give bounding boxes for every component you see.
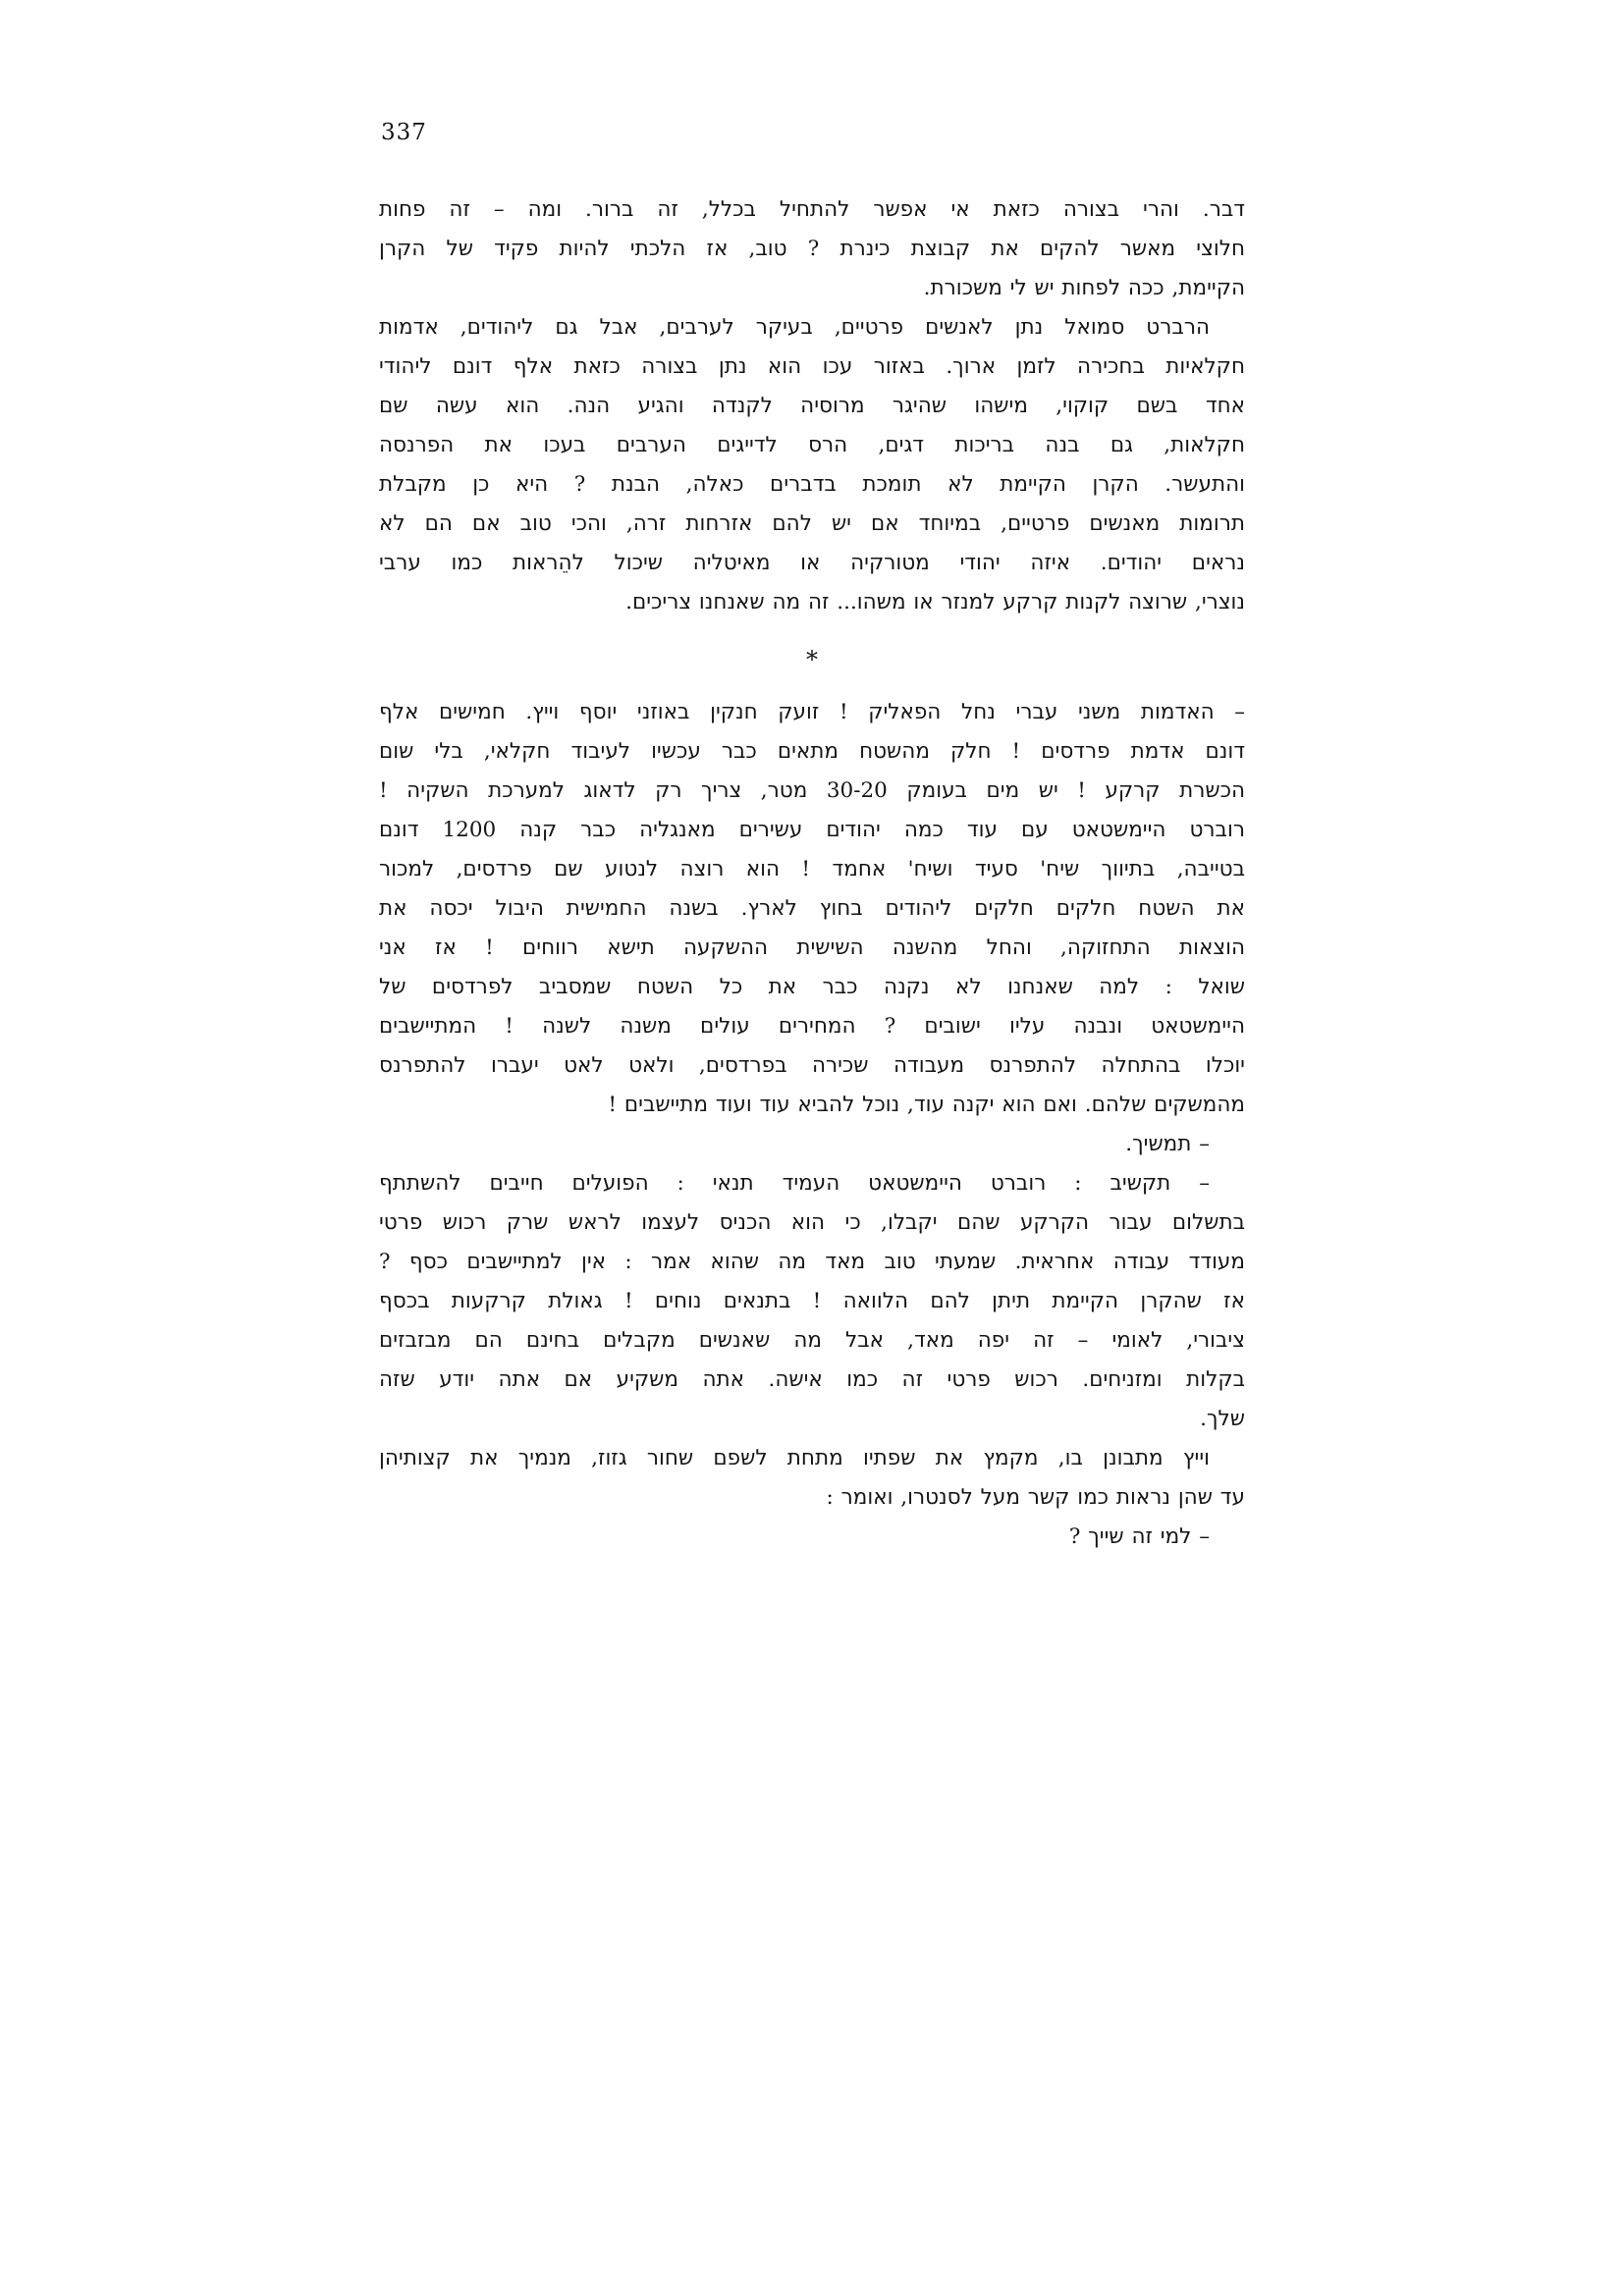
text-line: יוכלו בהתחלה להתפרנס מעבודה שכירה בפרדסים, ולאט לאט יעברו להתפרנס bbox=[379, 1053, 1245, 1078]
text-line: רוברט היימשטאט עם עוד כמה יהודים עשירים מאנגליה כבר קנה 1200 דונם bbox=[379, 818, 1245, 842]
text-line: והתעשר. הקרן הקיימת לא תומכת בדברים כאלה, הבנת ? היא כן מקבלת bbox=[379, 472, 1245, 497]
text-line: מהמשקים שלהם. ואם הוא יקנה עוד, נוכל להביא עוד ועוד מתיישבים ! bbox=[608, 1093, 1245, 1117]
text-line: את השטח חלקים חלקים ליהודים בחוץ לארץ. בשנה החמישית היבול יכסה את bbox=[379, 896, 1245, 921]
text-line: דבר. והרי בצורה כזאת אי אפשר להתחיל בכלל, זה ברור. ומה – זה פחות bbox=[379, 197, 1245, 222]
text-line: אז שהקרן הקיימת תיתן להם הלוואה ! בתנאים נוחים ! גאולת קרקעות בכסף bbox=[379, 1289, 1245, 1313]
text-line: ציבורי, לאומי – זה יפה מאד, אבל מה שאנשים מקבלים בחינם הם מבזבזים bbox=[379, 1328, 1245, 1353]
text-line: הקיימת, ככה לפחות יש לי משכורת. bbox=[923, 276, 1245, 300]
text-line: הרברט סמואל נתן לאנשים פרטיים, בעיקר לערבים, אבל גם ליהודים, אדמות bbox=[379, 315, 1210, 340]
text-line: בקלות ומזניחים. רכוש פרטי זה כמו אישה. אתה משקיע אם אתה יודע שזה bbox=[379, 1367, 1245, 1392]
dialogue-line: – למי זה שייך ? bbox=[1068, 1524, 1210, 1549]
text-line: בתשלום עבור הקרקע שהם יקבלו, כי הוא הכניס לעצמו לראש שרק רכוש פרטי bbox=[379, 1210, 1245, 1235]
text-line: – האדמות משני עברי נחל הפאליק ! זועק חנקין באוזני יוסף וייץ. חמישים אלף bbox=[379, 700, 1245, 724]
text-line: נראים יהודים. איזה יהודי מטורקיה או מאיטליה שיכול להֵראות כמו ערבי bbox=[379, 551, 1245, 575]
text-line: שואל : למה שאנחנו לא נקנה כבר את כל השטח שמסביב לפרדסים של bbox=[379, 975, 1245, 999]
text-line: תרומות מאנשים פרטיים, במיוחד אם יש להם אזרחות זרה, והכי טוב אם הם לא bbox=[379, 511, 1245, 536]
text-line: מעודד עבודה אחראית. שמעתי טוב מאד מה שהוא אמר : אין למתיישבים כסף ? bbox=[379, 1250, 1245, 1274]
text-line: – תקשיב : רוברט היימשטאט העמיד תנאי : הפועלים חייבים להשתתף bbox=[379, 1171, 1210, 1196]
text-line: נוצרי, שרוצה לקנות קרקע למנזר או משהו... זה מה שאנחנו צריכים. bbox=[625, 590, 1245, 614]
text-line: וייץ מתבונן בו, מקמץ את שפתיו מתחת לשפם שחור גזוז, מנמיך את קצותיהן bbox=[379, 1446, 1210, 1470]
text-line: חלוצי מאשר להקים את קבוצת כינרת ? טוב, אז הלכתי להיות פקיד של הקרן bbox=[379, 237, 1245, 261]
text-line: אחד בשם קוקוי, מישהו שהיגר מרוסיה לקנדה והגיע הנה. הוא עשה שם bbox=[379, 394, 1245, 418]
text-line: עד שהן נראות כמו קשר מעל לסנטרו, ואומר : bbox=[826, 1485, 1245, 1510]
page-number: 337 bbox=[381, 120, 427, 145]
dialogue-line: – תמשיך. bbox=[1125, 1132, 1210, 1156]
text-line: שלך. bbox=[1200, 1407, 1245, 1431]
text-line: הוצאות התחזוקה, והחל מהשנה השישית ההשקעה תישא רווחים ! אז אני bbox=[379, 935, 1245, 960]
text-block bbox=[379, 190, 1245, 1557]
text-line: חקלאות, גם בנה בריכות דגים, הרס לדייגים הערבים בעכו את הפרנסה bbox=[379, 433, 1245, 457]
text-line: הכשרת קרקע ! יש מים בעומק 30-20 מטר, צריך רק לדאוג למערכת השקיה ! bbox=[379, 778, 1246, 803]
section-separator: * bbox=[806, 646, 818, 673]
text-line: היימשטאט ונבנה עליו ישובים ? המחירים עולים משנה לשנה ! המתיישבים bbox=[379, 1014, 1245, 1039]
text-line: חקלאיות בחכירה לזמן ארוך. באזור עכו הוא נתן בצורה כזאת אלף דונם ליהודי bbox=[379, 354, 1245, 379]
text-line: דונם אדמת פרדסים ! חלק מהשטח מתאים כבר עכשיו לעיבוד חקלאי, בלי שום bbox=[379, 739, 1245, 764]
text-line: בטייבה, בתיווך שיח' סעיד ושיח' אחמד ! הוא רוצה לנטוע שם פרדסים, למכור bbox=[379, 857, 1245, 881]
